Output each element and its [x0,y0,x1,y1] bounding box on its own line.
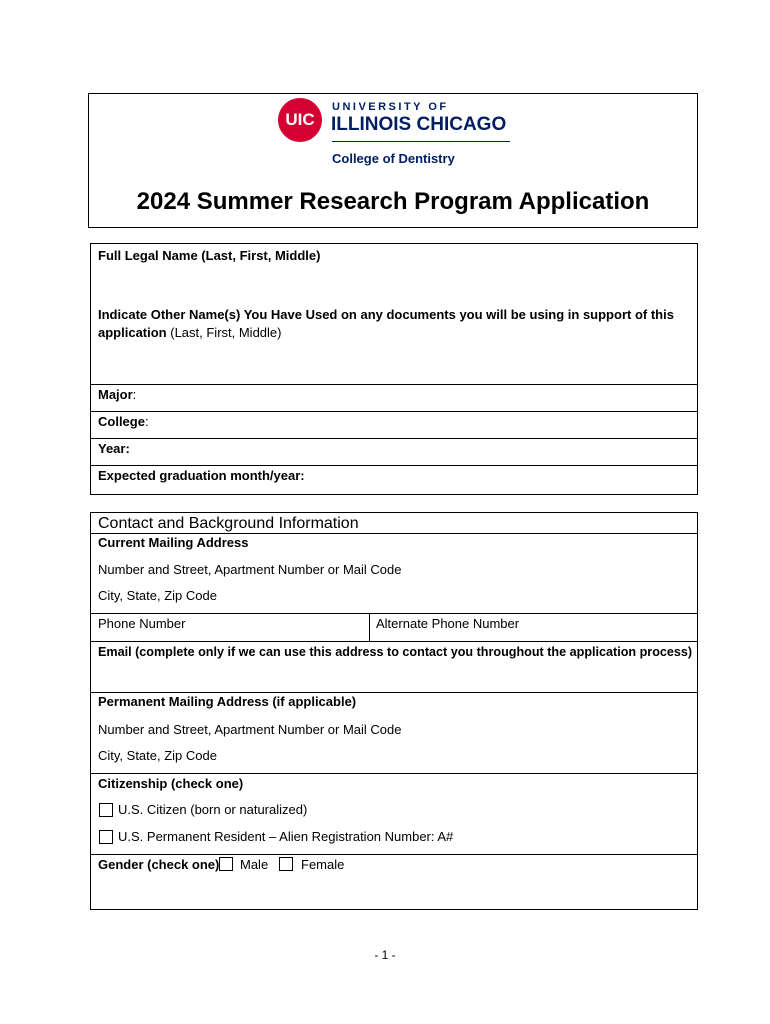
college-label: College [98,414,145,429]
divider-gender [90,854,698,855]
citizen-checkbox[interactable] [99,803,113,817]
logo-illinois-chicago: ILLINOIS CHICAGO [331,114,507,135]
major-colon: : [132,387,137,402]
personal-info-box [90,243,698,495]
uic-logo-mark: UIC [278,98,322,142]
other-names-application: application [98,325,167,340]
year-label[interactable]: Year: [98,441,130,456]
divider-citizenship [90,773,698,774]
gender-label: Gender (check one) [98,857,220,872]
college-field[interactable] [98,414,149,430]
college-name: College of Dentistry [332,151,455,166]
full-name-label: Full Legal Name (Last, First, Middle) [98,248,321,263]
major-field[interactable] [98,387,136,403]
resident-checkbox[interactable] [99,830,113,844]
street-label[interactable]: Number and Street, Apartment Number or Mail Code [98,562,402,577]
divider-permanent [90,692,698,693]
page-number: - 1 - [374,948,396,962]
logo-university-of: UNIVERSITY OF [332,101,449,113]
divider-major [90,384,698,385]
divider-phone [90,613,698,614]
other-names-label: Indicate Other Name(s) You Have Used on any documents you will be using in support of this [98,307,674,322]
contact-section-title: Contact and Background Information [98,515,359,532]
citizen-option-label: U.S. Citizen (born or naturalized) [118,802,308,817]
alt-phone-label[interactable]: Alternate Phone Number [376,616,520,631]
city-label[interactable]: City, State, Zip Code [98,588,217,603]
graduation-label[interactable]: Expected graduation month/year: [98,468,305,483]
other-names-format: (Last, First, Middle) [166,325,282,340]
divider-college [90,411,698,412]
female-label: Female [301,857,345,872]
other-names-label-line2 [98,325,281,341]
email-label[interactable]: Email (complete only if we can use this address to contact you throughout the application process) [98,645,693,659]
current-address-label: Current Mailing Address [98,535,249,550]
resident-option-label: U.S. Permanent Resident – Alien Registration Number: A# [118,829,454,844]
logo-divider [332,141,510,142]
phone-divider [369,613,370,641]
perm-city-label[interactable]: City, State, Zip Code [98,748,217,763]
permanent-address-label: Permanent Mailing Address (if applicable) [98,694,357,709]
page-title: 2024 Summer Research Program Application [136,188,650,215]
divider-graduation [90,465,698,466]
perm-street-label[interactable]: Number and Street, Apartment Number or Mail Code [98,722,402,737]
male-checkbox[interactable] [219,857,233,871]
citizenship-label: Citizenship (check one) [98,776,244,791]
divider-year [90,438,698,439]
divider-email [90,641,698,642]
phone-label[interactable]: Phone Number [98,616,186,631]
major-label: Major [98,387,133,402]
male-label: Male [240,857,269,872]
college-colon: : [144,414,149,429]
divider-contact-title [90,533,698,534]
female-checkbox[interactable] [279,857,293,871]
